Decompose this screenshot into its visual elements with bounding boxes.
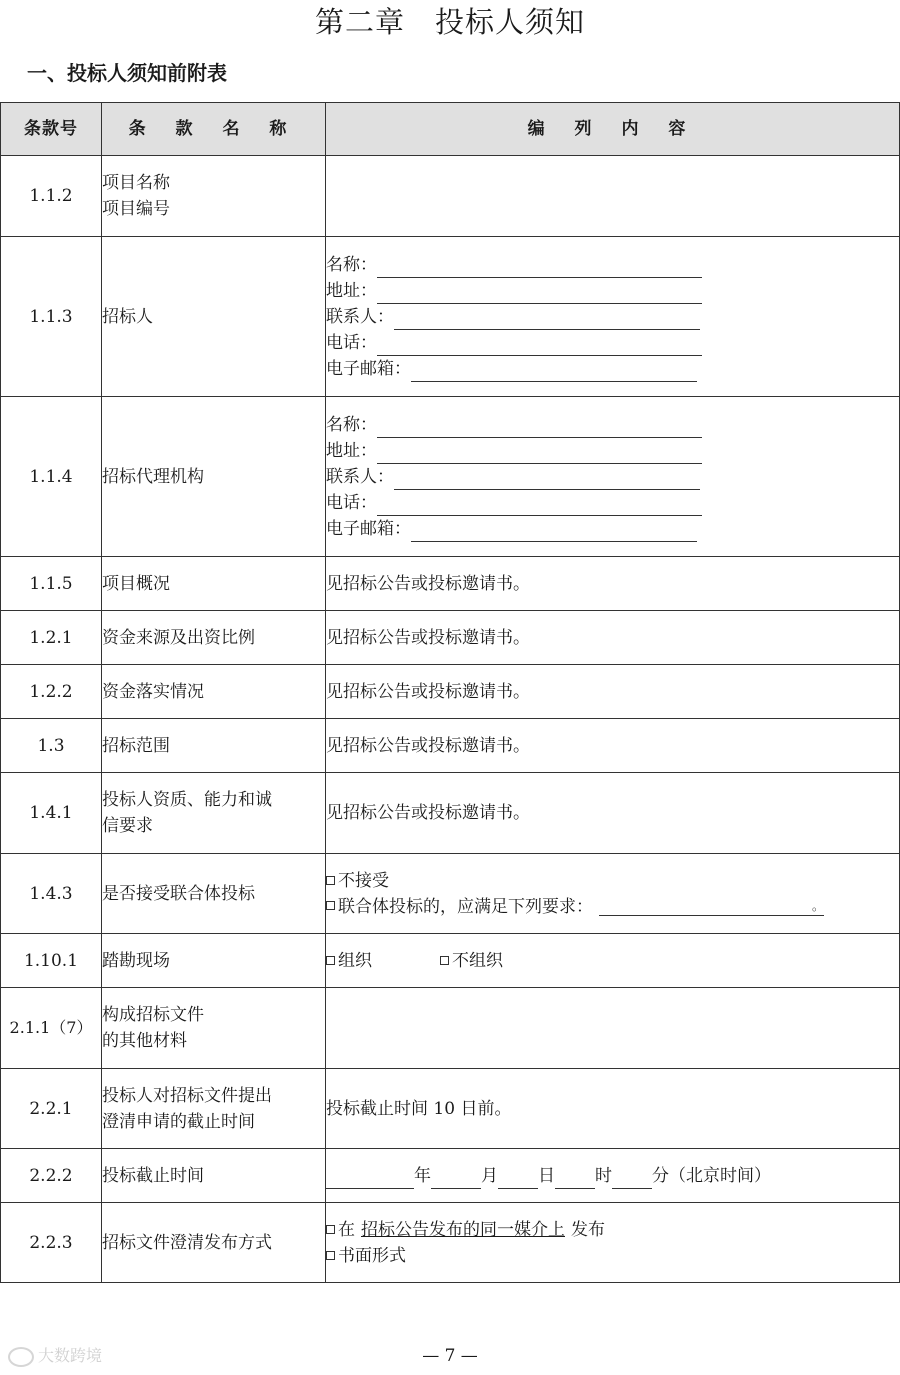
option-media: 在 招标公告发布的同一媒介上 发布 <box>326 1217 899 1243</box>
clause-content <box>326 237 900 397</box>
clause-number: 1.2.2 <box>1 665 102 719</box>
clause-name <box>102 773 326 854</box>
chapter-prefix: 第二章 <box>314 5 405 39</box>
option-consortium: 联合体投标的，应满足下列要求： 。 <box>326 894 899 920</box>
fill-line-phone: 电话： <box>326 490 899 516</box>
table-row <box>1 611 900 665</box>
table-row <box>1 773 900 854</box>
table-row <box>1 988 900 1069</box>
clause-number: 1.10.1 <box>1 934 102 988</box>
blank-line[interactable] <box>394 471 700 490</box>
clause-name-line: 澄清申请的截止时间 <box>102 1111 255 1132</box>
table-row <box>1 854 900 934</box>
table-row <box>1 665 900 719</box>
table-row <box>1 557 900 611</box>
table-header-row <box>1 103 900 156</box>
checkbox[interactable] <box>440 956 449 965</box>
clause-content: 见招标公告或投标邀请书。 <box>326 719 900 773</box>
clause-number: 1.1.5 <box>1 557 102 611</box>
watermark-logo: 大数跨境 <box>8 1343 102 1367</box>
appendix-table <box>0 102 900 1283</box>
option-organize: 组织 <box>338 950 372 971</box>
fill-line-contact: 联系人： <box>326 304 899 330</box>
clause-number: 2.2.3 <box>1 1203 102 1283</box>
header-clause-name: 条 款 名 称 <box>102 103 326 156</box>
clause-name: 是否接受联合体投标 <box>102 854 326 934</box>
clause-content: 见招标公告或投标邀请书。 <box>326 611 900 665</box>
checkbox[interactable] <box>326 956 335 965</box>
fill-line-address: 地址： <box>326 278 899 304</box>
clause-content: 年 月 日 时 分（北京时间） <box>326 1149 900 1203</box>
blank-minute[interactable] <box>612 1168 652 1189</box>
clause-content <box>326 156 900 237</box>
blank-hour[interactable] <box>555 1168 595 1189</box>
checkbox[interactable] <box>326 1225 335 1234</box>
clause-name: 踏勘现场 <box>102 934 326 988</box>
section-title: 一、投标人须知前附表 <box>27 61 227 85</box>
table-row <box>1 1149 900 1203</box>
checkbox[interactable] <box>326 1251 335 1260</box>
table-row <box>1 397 900 557</box>
option-not-accepted: 不接受 <box>326 868 899 894</box>
option-written: 书面形式 <box>326 1243 899 1269</box>
fill-line-name: 名称： <box>326 412 899 438</box>
table-row <box>1 156 900 237</box>
clause-name <box>102 156 326 237</box>
blank-month[interactable] <box>431 1168 481 1189</box>
fill-line-email: 电子邮箱： <box>326 516 899 542</box>
clause-name-line: 项目编号 <box>102 199 170 219</box>
clause-content: 见招标公告或投标邀请书。 <box>326 557 900 611</box>
clause-name-line: 构成招标文件 <box>102 1005 204 1025</box>
clause-content <box>326 1203 900 1283</box>
clause-number: 1.1.3 <box>1 237 102 397</box>
clause-name-line: 项目名称 <box>102 173 170 193</box>
clause-name <box>102 1069 326 1149</box>
chapter-name: 投标人须知 <box>435 5 586 39</box>
blank-line[interactable] <box>377 419 702 438</box>
clause-name: 项目概况 <box>102 557 326 611</box>
clause-name: 招标代理机构 <box>102 397 326 557</box>
blank-line[interactable] <box>377 445 702 464</box>
clause-number: 1.4.3 <box>1 854 102 934</box>
clause-name: 资金来源及出资比例 <box>102 611 326 665</box>
blank-line[interactable] <box>377 285 702 304</box>
checkbox[interactable] <box>326 876 335 885</box>
clause-name: 投标截止时间 <box>102 1149 326 1203</box>
table-row <box>1 1069 900 1149</box>
clause-name-line: 的其他材料 <box>102 1031 187 1051</box>
fill-line-phone: 电话： <box>326 330 899 356</box>
blank-line[interactable] <box>411 363 697 382</box>
clause-number: 1.3 <box>1 719 102 773</box>
table-row <box>1 1203 900 1283</box>
clause-number: 1.1.2 <box>1 156 102 237</box>
table-row <box>1 934 900 988</box>
clause-number: 1.1.4 <box>1 397 102 557</box>
clause-number: 2.2.2 <box>1 1149 102 1203</box>
blank-line[interactable] <box>377 259 702 278</box>
clause-content <box>326 397 900 557</box>
fill-line-name: 名称： <box>326 252 899 278</box>
clause-number: 1.4.1 <box>1 773 102 854</box>
chapter-title <box>0 0 900 44</box>
clause-name: 招标人 <box>102 237 326 397</box>
blank-line[interactable] <box>394 311 700 330</box>
clause-name: 招标范围 <box>102 719 326 773</box>
clause-number: 1.2.1 <box>1 611 102 665</box>
clause-name-line: 投标人资质、能力和诚 <box>102 790 272 810</box>
header-clause-number: 条款号 <box>1 103 102 156</box>
clause-number: 2.2.1 <box>1 1069 102 1149</box>
fill-line-address: 地址： <box>326 438 899 464</box>
clause-name: 招标文件澄清发布方式 <box>102 1203 326 1283</box>
clause-content <box>326 934 900 988</box>
table-row <box>1 237 900 397</box>
clause-number: 2.1.1（7） <box>1 988 102 1069</box>
clause-content: 见招标公告或投标邀请书。 <box>326 773 900 854</box>
clause-name-line: 信要求 <box>102 816 153 836</box>
option-not-organize: 不组织 <box>452 950 503 971</box>
blank-line[interactable] <box>377 337 702 356</box>
clause-name-line: 投标人对招标文件提出 <box>102 1085 272 1106</box>
checkbox[interactable] <box>326 901 335 910</box>
clause-content: 投标截止时间 10 日前。 <box>326 1069 900 1149</box>
clause-content <box>326 988 900 1069</box>
fill-line-email: 电子邮箱： <box>326 356 899 382</box>
clause-content <box>326 854 900 934</box>
fill-line-contact: 联系人： <box>326 464 899 490</box>
clause-name <box>102 988 326 1069</box>
blank-line[interactable] <box>411 523 697 542</box>
blank-line[interactable]: 。 <box>599 897 824 916</box>
blank-day[interactable] <box>498 1168 538 1189</box>
blank-line[interactable] <box>377 497 702 516</box>
header-content: 编 列 内 容 <box>326 103 900 156</box>
page-number: — 7 — <box>422 1346 478 1366</box>
clause-name: 资金落实情况 <box>102 665 326 719</box>
clause-content: 见招标公告或投标邀请书。 <box>326 665 900 719</box>
table-row <box>1 719 900 773</box>
blank-year[interactable] <box>326 1168 414 1189</box>
